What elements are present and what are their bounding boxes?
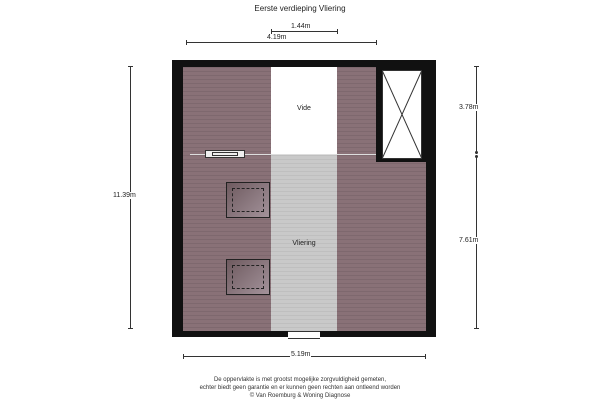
dim-label-right-upper: 3.78m [459, 104, 479, 111]
skylight-frame [232, 265, 264, 289]
dim-label-bottom-width: 5.19m [291, 351, 311, 358]
dim-tick [425, 354, 426, 359]
skylight [226, 259, 270, 295]
dim-tick [337, 29, 338, 34]
dim-tick [128, 328, 133, 329]
bottom-window [288, 331, 320, 339]
dim-line [271, 31, 338, 32]
skylight [226, 182, 270, 218]
footer-copyright: © Van Roemburg & Woning Diagnose [249, 393, 351, 399]
dim-label-top-small: 1.44m [291, 23, 311, 30]
skylight-frame [232, 188, 264, 212]
dim-label-left-height: 11.39m [113, 192, 136, 199]
footer-disclaimer-1: De oppervlakte is met grootst mogelijke zorgvuldigheid gemeten, [213, 377, 387, 383]
room-label-attic: Vliering [292, 240, 316, 247]
dim-dot [475, 155, 478, 158]
dim-tick [186, 40, 187, 45]
footer-disclaimer-2: echter biedt geen garantie en er kunnen geen rechten aan ontleend worden [199, 385, 401, 391]
dim-tick [183, 354, 184, 359]
dim-label-right-lower: 7.61m [459, 237, 479, 244]
dim-tick [474, 328, 479, 329]
dim-tick [474, 66, 479, 67]
dim-label-top-overall: 4.19m [267, 34, 287, 41]
dim-tick [128, 66, 133, 67]
dim-line [186, 42, 377, 43]
dim-tick [376, 40, 377, 45]
dim-dot [475, 151, 478, 154]
hatch-inner [212, 152, 238, 156]
room-label-void: Vide [297, 105, 311, 112]
stair-opening-cross [382, 70, 422, 159]
plan-title: Eerste verdieping Vliering [254, 4, 346, 13]
